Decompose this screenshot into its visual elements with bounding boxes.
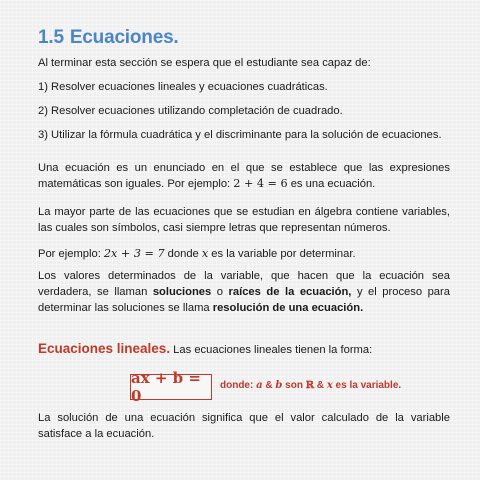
- p1-math: 2 + 4 = 6: [233, 177, 288, 190]
- where-amp-1: &: [262, 380, 276, 391]
- paragraph-definition: [38, 160, 450, 192]
- p4-text-1: Los valores determinados de la variable, que hacen que la ecuación sea verdadera, se llaman: [38, 270, 450, 298]
- section-heading: [38, 342, 372, 357]
- where-x: x: [326, 380, 333, 391]
- paragraph-example: [38, 247, 356, 261]
- where-a: a: [256, 380, 263, 391]
- p3-after: es la variable por determinar.: [208, 248, 356, 260]
- section-text: Las ecuaciones lineales tienen la forma:: [170, 344, 373, 356]
- paragraph-solutions: [38, 268, 450, 316]
- objective-2: 2) Resolver ecuaciones utilizando completación de cuadrado.: [38, 105, 343, 117]
- page-title: [38, 27, 179, 49]
- objective-1: 1) Resolver ecuaciones lineales y ecuaciones cuadráticas.: [38, 81, 328, 93]
- section-title: Ecuaciones lineales.: [38, 341, 171, 356]
- objective-3: 3) Utilizar la fórmula cuadrática y el discriminante para la solución de ecuaciones.: [38, 129, 442, 141]
- p3-text: Por ejemplo:: [38, 248, 104, 260]
- where-amp-2: &: [314, 380, 327, 391]
- p4-text-3: y el proceso para determinar las soluciones se llama: [38, 286, 450, 314]
- p3-var: x: [201, 247, 209, 260]
- formula-where: [220, 380, 401, 391]
- p4-text-2: o: [211, 286, 229, 298]
- intro-text: Al terminar esta sección se espera que el estudiante sea capaz de:: [38, 57, 371, 69]
- formula-box: [130, 369, 212, 405]
- p3-mid: donde: [164, 248, 202, 260]
- p1-after: es una ecuación.: [287, 178, 376, 190]
- p3-math: 2x + 3 = 7: [103, 247, 165, 260]
- title-text: Ecuaciones.: [69, 27, 179, 48]
- paragraph-solution-meaning: La solución de una ecuación significa que el valor calculado de la variable satisface a la ecuación.: [38, 412, 450, 440]
- where-text-3: es la variable.: [332, 380, 402, 391]
- paragraph-variables: La mayor parte de las ecuaciones que se estudian en álgebra contiene variables, las cuales son símbolos, casi siempre letras que representan números.: [38, 206, 450, 234]
- p4-bold-3: resolución de una ecuación.: [212, 302, 364, 314]
- where-reals: ℝ: [305, 380, 315, 391]
- p4-bold-1: soluciones: [152, 286, 212, 298]
- section-number: 1.5: [38, 27, 64, 48]
- where-text-2: son: [282, 380, 306, 391]
- where-b: b: [275, 380, 283, 391]
- p4-bold-2: raíces de la ecuación,: [228, 286, 352, 298]
- formula: ax + b = 0: [131, 369, 201, 405]
- where-text-1: donde:: [220, 380, 257, 391]
- p1-text: Una ecuación es un enunciado en el que se establece que las expresiones matemáticas son iguales. Por ejemplo:: [38, 162, 450, 190]
